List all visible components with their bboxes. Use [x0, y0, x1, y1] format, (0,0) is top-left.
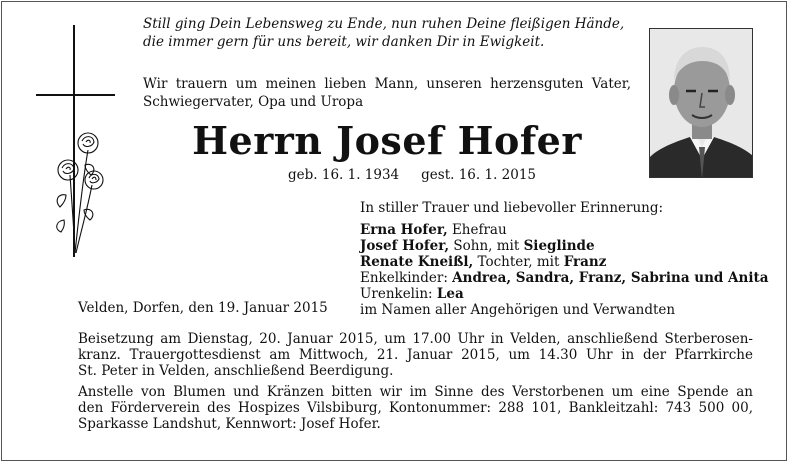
mourner-relation: Ehefrau	[447, 222, 507, 238]
donation-line: Sparkasse Landshut, Kennwort: Josef Hofer.	[78, 416, 381, 432]
mourners-list	[360, 200, 768, 318]
mourner-name: Josef Hofer,	[360, 238, 450, 254]
funeral-line: kranz. Trauergottesdienst am Mittwoch, 21. Januar 2015, um 14.30 Uhr in der Pfarrkirche	[78, 347, 753, 363]
mourners-closing: im Namen aller Angehörigen und Verwandten	[360, 302, 676, 318]
mourner-row	[360, 238, 768, 254]
death-date: gest. 16. 1. 2015	[421, 167, 537, 183]
intro-line: Wir trauern um meinen lieben Mann, unseren herzensguten Vater,	[143, 76, 631, 92]
mourner-partner: Franz	[563, 254, 607, 270]
donation-line: Anstelle von Blumen und Kränzen bitten wir im Sinne des Verstorbenen um eine Spende an	[78, 384, 753, 400]
cross-with-roses-icon	[30, 25, 115, 260]
donation-line: den Förderverein des Hospizes Vilsbiburg, Kontonummer: 288 101, Bankleitzahl: 743 500 00,	[78, 400, 753, 416]
life-dates	[288, 166, 536, 184]
mourner-relation: Tochter, mit	[473, 254, 564, 270]
mourner-row	[360, 254, 768, 270]
funeral-paragraph	[78, 331, 753, 379]
place-and-date: Velden, Dorfen, den 19. Januar 2015	[78, 300, 328, 316]
funeral-line: Beisetzung am Dienstag, 20. Januar 2015, um 17.00 Uhr in Velden, anschließend Sterberosen-	[78, 331, 753, 347]
mourning-intro	[143, 75, 631, 111]
verse-line: Still ging Dein Lebensweg zu Ende, nun ruhen Deine fleißigen Hände,	[143, 16, 625, 32]
verse	[143, 15, 624, 51]
mourners-heading: In stiller Trauer und liebevoller Erinnerung:	[360, 200, 664, 216]
mourner-row	[360, 286, 768, 302]
mourner-row	[360, 270, 768, 286]
mourner-row	[360, 222, 768, 238]
birth-date: geb. 16. 1. 1934	[288, 167, 400, 183]
mourner-partner: Sieglinde	[523, 238, 595, 254]
donation-paragraph	[78, 384, 753, 432]
portrait-photo	[649, 28, 753, 178]
deceased-name: Herrn Josef Hofer	[192, 118, 582, 163]
grandchildren-names: Andrea, Sandra, Franz, Sabrina und Anita	[452, 270, 769, 286]
great-grandchild-name: Lea	[436, 286, 464, 302]
verse-line: die immer gern für uns bereit, wir danken Dir in Ewigkeit.	[143, 34, 545, 50]
mourner-name: Erna Hofer,	[360, 222, 448, 238]
funeral-line: St. Peter in Velden, anschließend Beerdigung.	[78, 363, 394, 379]
mourner-name: Renate Kneißl,	[360, 254, 474, 270]
portrait-illustration	[650, 29, 753, 178]
intro-line: Schwiegervater, Opa und Uropa	[143, 94, 364, 110]
mourner-relation: Sohn, mit	[449, 238, 524, 254]
grandchildren-label: Enkelkinder:	[360, 270, 453, 286]
great-grandchild-label: Urenkelin:	[360, 286, 437, 302]
